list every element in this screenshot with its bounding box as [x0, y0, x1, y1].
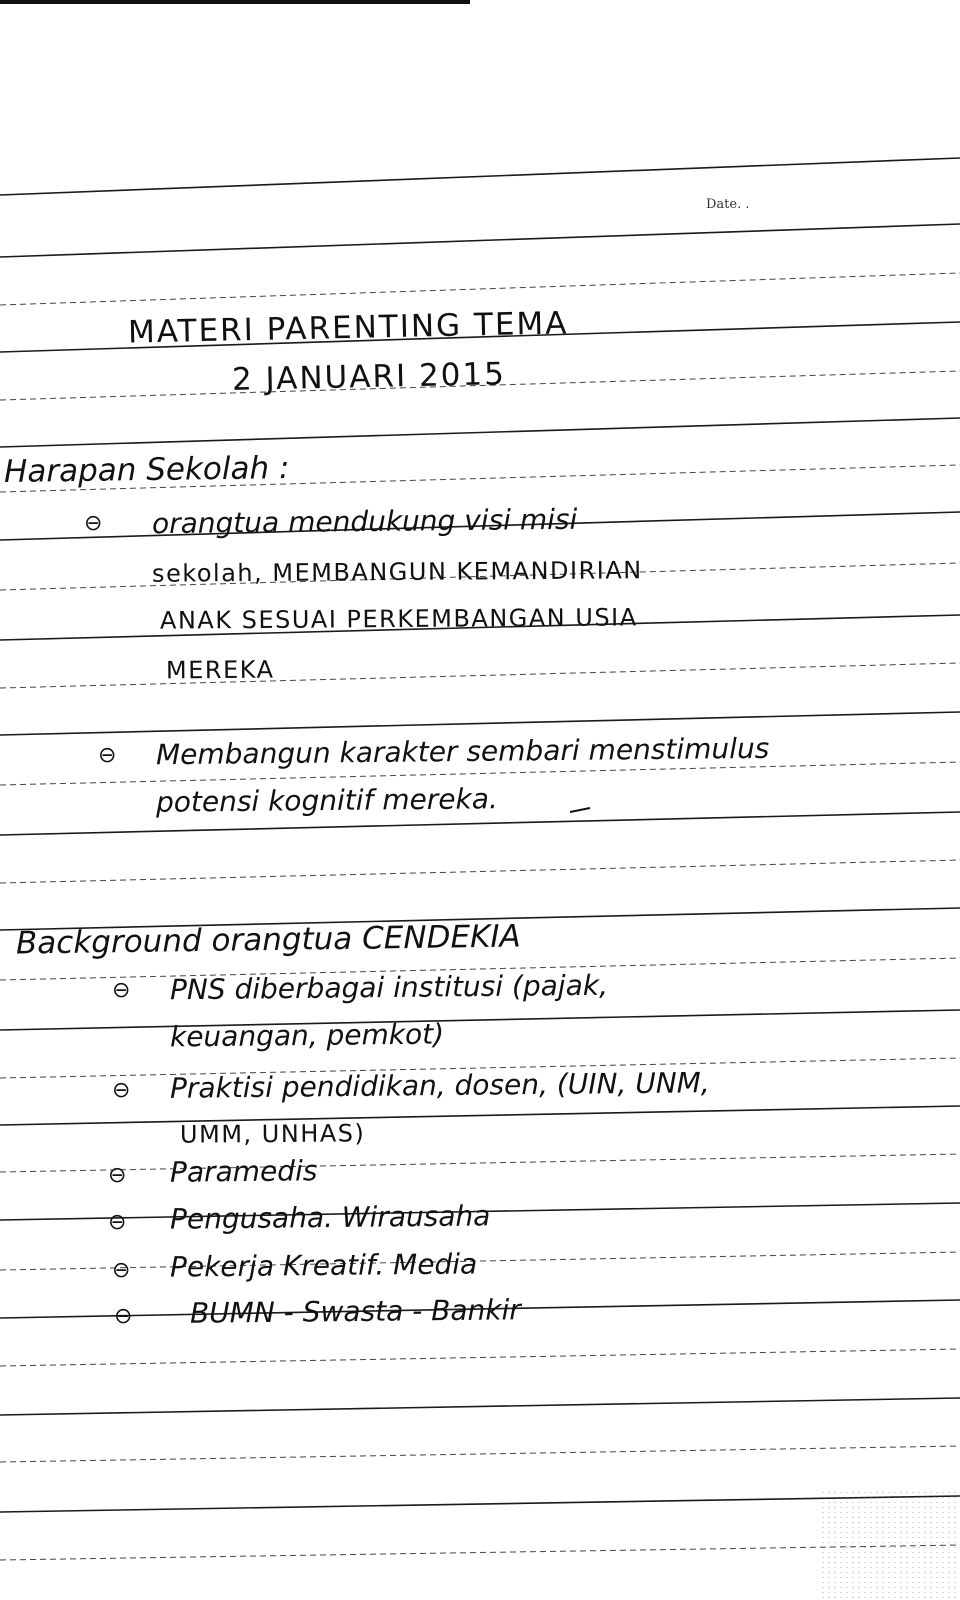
background-item-2-line-1: Praktisi pendidikan, dosen, (UIN, UNM,	[169, 1066, 710, 1105]
background-item-1-line-2: keuangan, pemkot)	[169, 1017, 445, 1054]
title-line-1: MATERI PARENTING TEMA	[127, 305, 569, 351]
harapan-item-1-line-1: orangtua mendukung visi misi	[151, 502, 578, 541]
harapan-item-2-line-2: potensi kognitif mereka.	[155, 782, 498, 819]
background-item-6: BUMN - Swasta - Bankir	[189, 1293, 521, 1330]
harapan-item-2-line-1: Membangun karakter sembari menstimulus	[155, 731, 770, 772]
background-item-5: Pekerja Kreatif. Media	[169, 1247, 478, 1284]
background-item-4: Pengusaha. Wirausaha	[169, 1199, 491, 1236]
bullet-icon: ⊖	[112, 978, 131, 1003]
rule-line	[0, 224, 960, 257]
section-heading-background: Background orangtua CENDEKIA	[15, 918, 521, 962]
bullet-icon: ⊖	[112, 1258, 131, 1283]
dashed-rule-line	[0, 273, 960, 305]
pen-stroke	[570, 808, 590, 812]
rule-line	[0, 418, 960, 447]
rule-line	[0, 158, 960, 195]
bullet-icon: ⊖	[84, 511, 103, 536]
section-heading-harapan: Harapan Sekolah :	[3, 450, 290, 490]
bullet-icon: ⊖	[108, 1163, 127, 1188]
rule-line	[0, 1106, 960, 1125]
dashed-rule-line	[0, 860, 960, 883]
title-line-2: 2 JANUARI 2015	[231, 356, 507, 398]
dashed-rule-line	[0, 1252, 960, 1270]
dashed-rule-line	[0, 1154, 960, 1172]
dashed-rule-line	[0, 663, 960, 688]
dashed-rule-line	[0, 1446, 960, 1462]
harapan-item-1-line-3: ANAK SESUAI PERKEMBANGAN USIA	[159, 603, 638, 635]
bullet-icon: ⊖	[112, 1078, 131, 1103]
bullet-icon: ⊖	[98, 743, 117, 768]
rule-line	[0, 712, 960, 735]
scan-noise	[820, 1490, 960, 1600]
harapan-item-1-line-4: MEREKA	[165, 655, 275, 685]
bullet-icon: ⊖	[108, 1210, 127, 1235]
background-item-3: Paramedis	[169, 1154, 318, 1189]
rule-line	[0, 1398, 960, 1415]
bullet-icon: ⊖	[114, 1304, 133, 1329]
background-item-1-line-1: PNS diberbagai institusi (pajak,	[169, 968, 609, 1007]
date-label: Date. .	[706, 197, 750, 212]
harapan-item-1-line-2: sekolah, MEMBANGUN KEMANDIRIAN	[151, 556, 643, 588]
rule-line	[0, 1496, 960, 1512]
dashed-rule-line	[0, 1545, 960, 1560]
background-item-2-line-2: UMM, UNHAS)	[179, 1119, 366, 1149]
rule-line	[0, 812, 960, 835]
rule-line	[0, 1010, 960, 1030]
dashed-rule-line	[0, 1349, 960, 1366]
